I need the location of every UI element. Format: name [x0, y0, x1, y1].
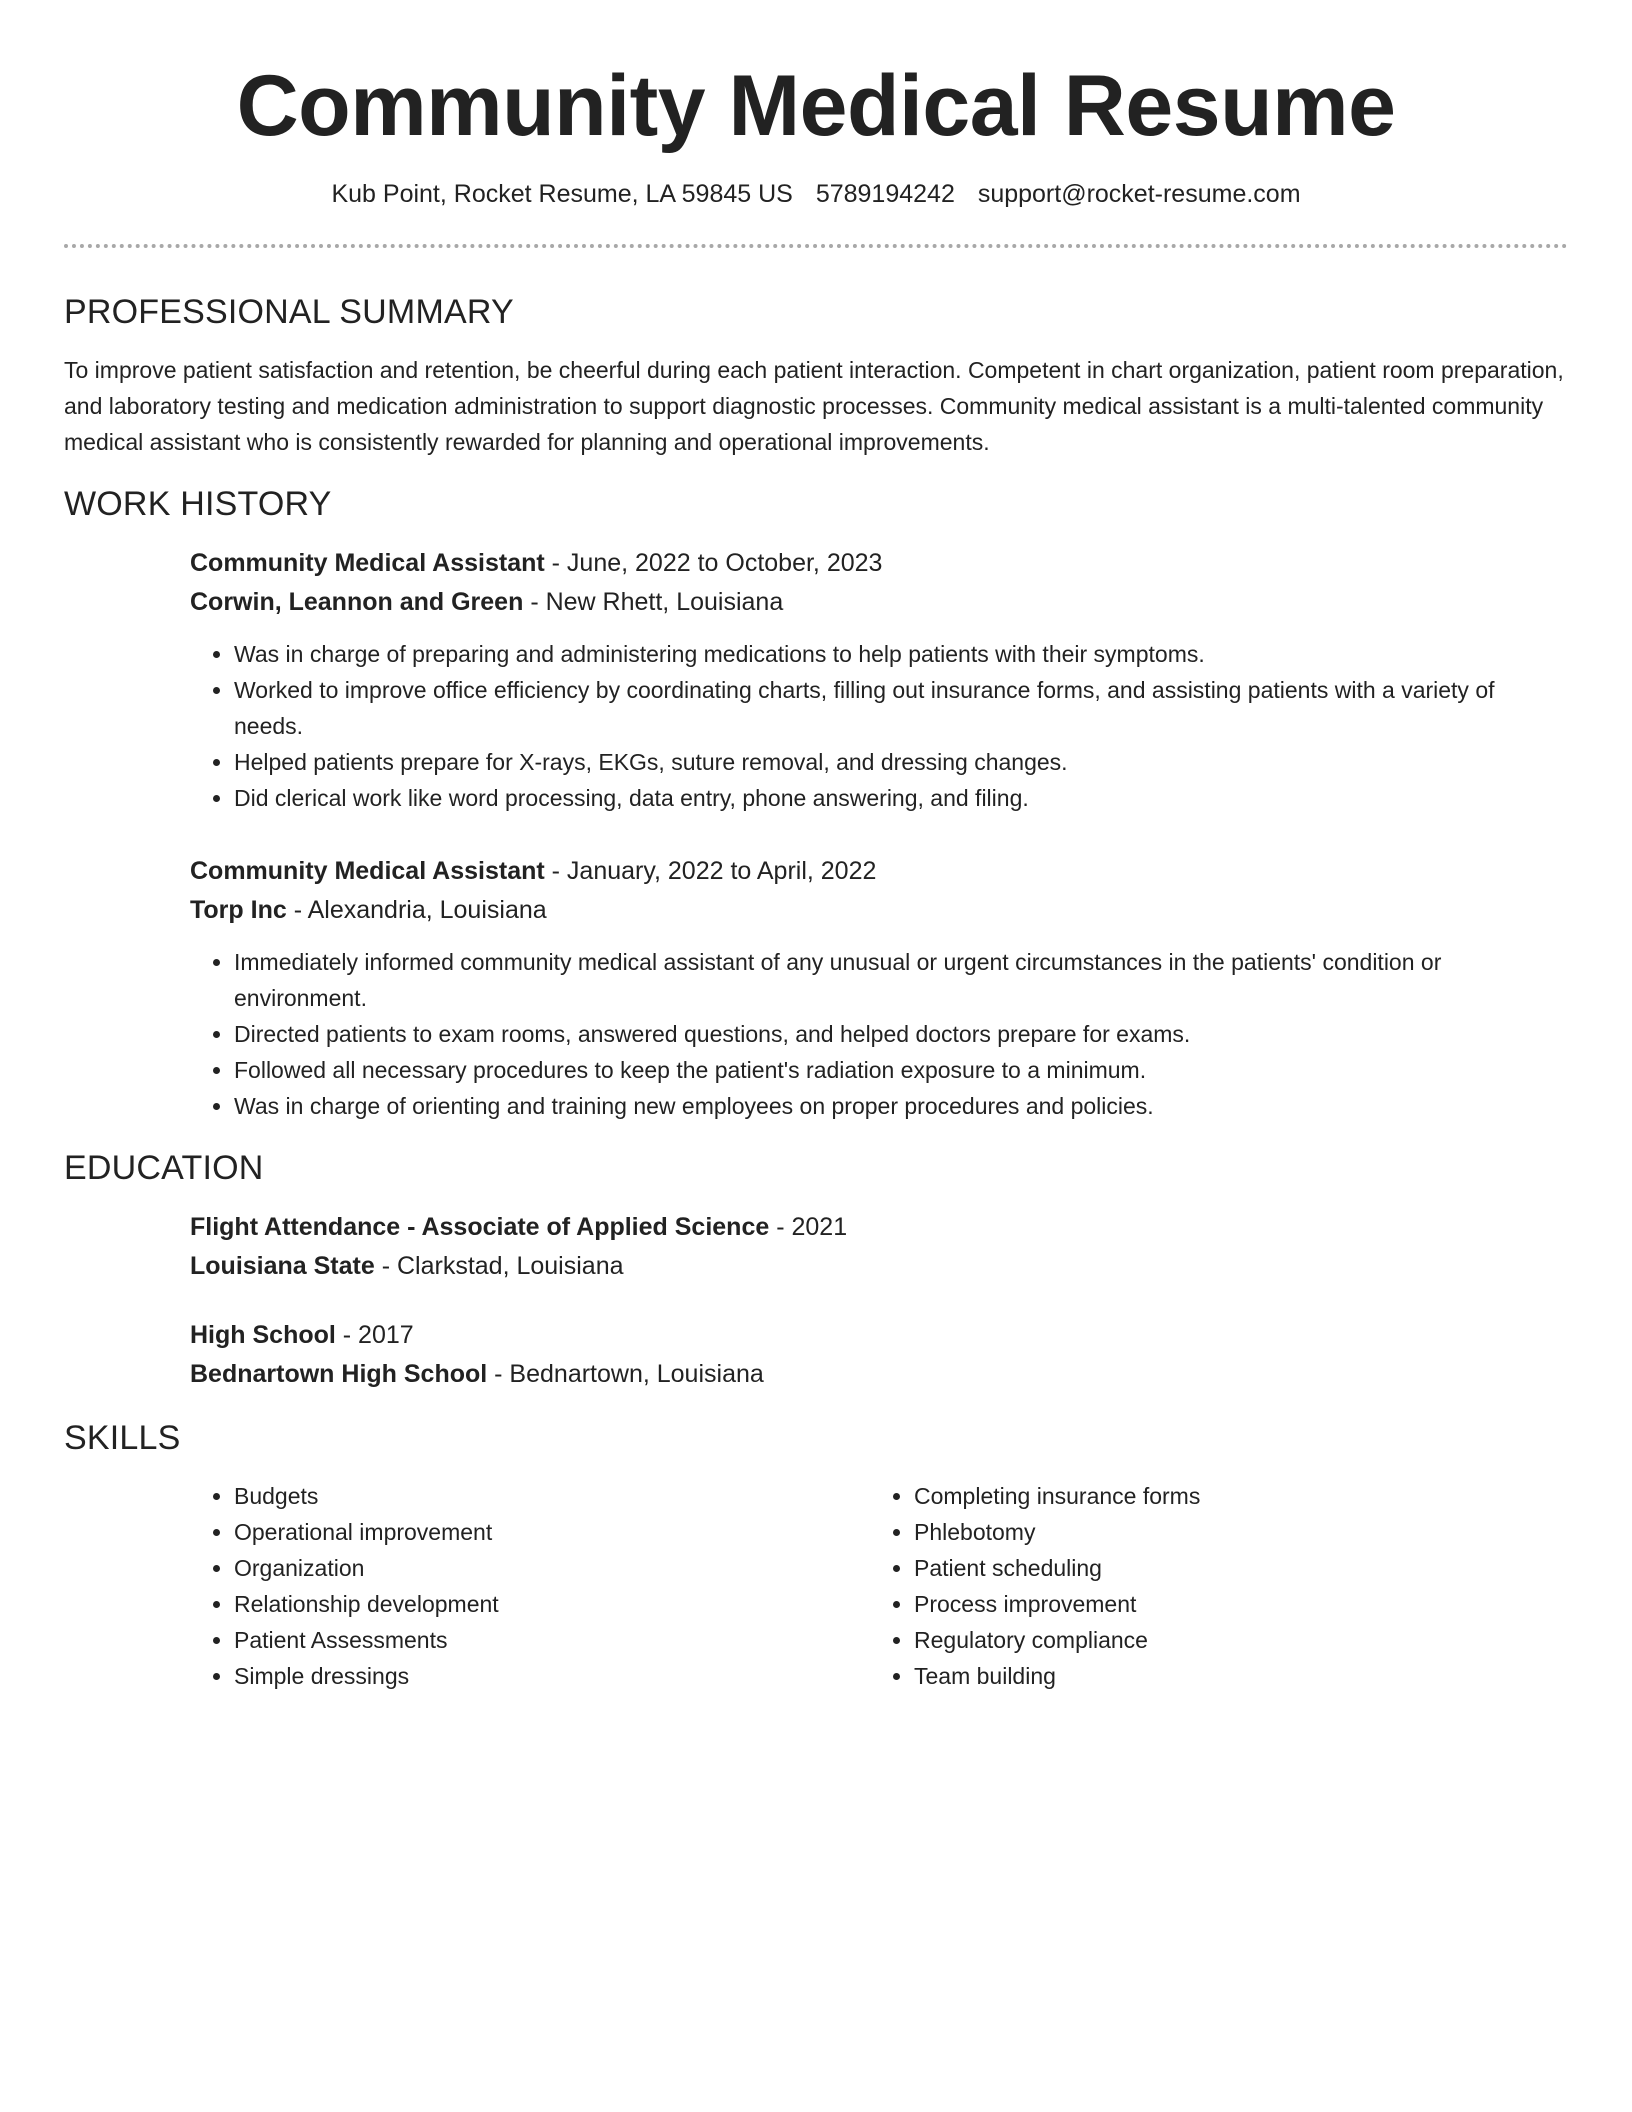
contact-address: Kub Point, Rocket Resume, LA 59845 US [331, 180, 793, 208]
job-company: Corwin, Leannon and Green [190, 588, 524, 616]
skills-list-right [870, 1478, 1550, 1694]
skill-item: • Patient scheduling [914, 1550, 1550, 1586]
school-location: - Bednartown, Louisiana [487, 1360, 764, 1388]
job-duty: • Did clerical work like word processing, data entry, phone answering, and filing. [234, 780, 1568, 816]
job-title: Community Medical Assistant [190, 857, 545, 885]
degree-line [190, 1208, 1568, 1247]
degree-year: - 2017 [335, 1321, 414, 1349]
work-entry [190, 544, 1568, 816]
work-entries [190, 544, 1568, 1124]
skill-item: • Patient Assessments [234, 1622, 870, 1658]
skills-heading: SKILLS [64, 1419, 181, 1457]
degree: Flight Attendance - Associate of Applied Science [190, 1213, 770, 1241]
contact-line [64, 176, 1568, 212]
education-entry [190, 1208, 1568, 1286]
work-entry [190, 852, 1568, 1124]
header-divider [64, 244, 1568, 248]
job-dates: - January, 2022 to April, 2022 [544, 857, 877, 885]
degree-year: - 2021 [769, 1213, 848, 1241]
job-title: Community Medical Assistant [190, 549, 545, 577]
degree-line [190, 1316, 1568, 1355]
work-heading: WORK HISTORY [64, 485, 332, 523]
job-duty: • Was in charge of preparing and administering medications to help patients with their symptoms. [234, 636, 1568, 672]
skill-item: • Simple dressings [234, 1658, 870, 1694]
summary-text: To improve patient satisfaction and retention, be cheerful during each patient interaction. Competent in chart organization, patient room preparation, and laboratory testing and medication administration to support diagnostic processes. Community medical assistant is a multi-talented community medical assistant who is consistently rewarded for planning and operational improvements. [64, 357, 1564, 455]
skill-item: • Completing insurance forms [914, 1478, 1550, 1514]
skills-list-left [190, 1478, 870, 1694]
education-entry [190, 1316, 1568, 1394]
school: Bednartown High School [190, 1360, 488, 1388]
school-line [190, 1247, 1568, 1286]
school-line [190, 1355, 1568, 1394]
resume-title: Community Medical Resume [236, 58, 1396, 154]
job-location: - New Rhett, Louisiana [523, 588, 784, 616]
school-location: - Clarkstad, Louisiana [374, 1252, 624, 1280]
job-duty: • Followed all necessary procedures to keep the patient's radiation exposure to a minimum. [234, 1052, 1568, 1088]
education-section [64, 1146, 1568, 1394]
job-duty: • Helped patients prepare for X-rays, EKGs, suture removal, and dressing changes. [234, 744, 1568, 780]
job-duty: • Was in charge of orienting and training new employees on proper procedures and policies. [234, 1088, 1568, 1124]
skill-item: • Relationship development [234, 1586, 870, 1622]
summary-section [64, 290, 1568, 460]
job-dates: - June, 2022 to October, 2023 [544, 549, 883, 577]
school: Louisiana State [190, 1252, 375, 1280]
job-duty: • Immediately informed community medical assistant of any unusual or urgent circumstances in the patients' condition or environment. [234, 944, 1568, 1016]
skill-item: • Phlebotomy [914, 1514, 1550, 1550]
job-company-line [190, 583, 1568, 622]
skill-item: • Budgets [234, 1478, 870, 1514]
job-duty: • Directed patients to exam rooms, answered questions, and helped doctors prepare for exams. [234, 1016, 1568, 1052]
education-entries [190, 1208, 1568, 1394]
degree: High School [190, 1321, 336, 1349]
skill-item: • Team building [914, 1658, 1550, 1694]
skill-item: • Operational improvement [234, 1514, 870, 1550]
job-company: Torp Inc [190, 896, 287, 924]
job-company-line [190, 891, 1568, 930]
job-location: - Alexandria, Louisiana [286, 896, 547, 924]
contact-phone: 5789194242 [815, 180, 955, 208]
education-heading: EDUCATION [64, 1149, 264, 1187]
skill-item: • Regulatory compliance [914, 1622, 1550, 1658]
job-title-line [190, 852, 1568, 891]
skill-item: • Process improvement [914, 1586, 1550, 1622]
work-section [64, 482, 1568, 1124]
job-title-line [190, 544, 1568, 583]
skills-section [64, 1416, 1568, 1694]
skill-item: • Organization [234, 1550, 870, 1586]
summary-heading: PROFESSIONAL SUMMARY [64, 293, 514, 331]
job-duties [190, 636, 1568, 816]
contact-email: support@rocket-resume.com [977, 180, 1301, 208]
job-duties [190, 944, 1568, 1124]
job-duty: • Worked to improve office efficiency by coordinating charts, filling out insurance forms, and assisting patients with a variety of needs. [234, 672, 1568, 744]
skills-columns [190, 1478, 1568, 1694]
